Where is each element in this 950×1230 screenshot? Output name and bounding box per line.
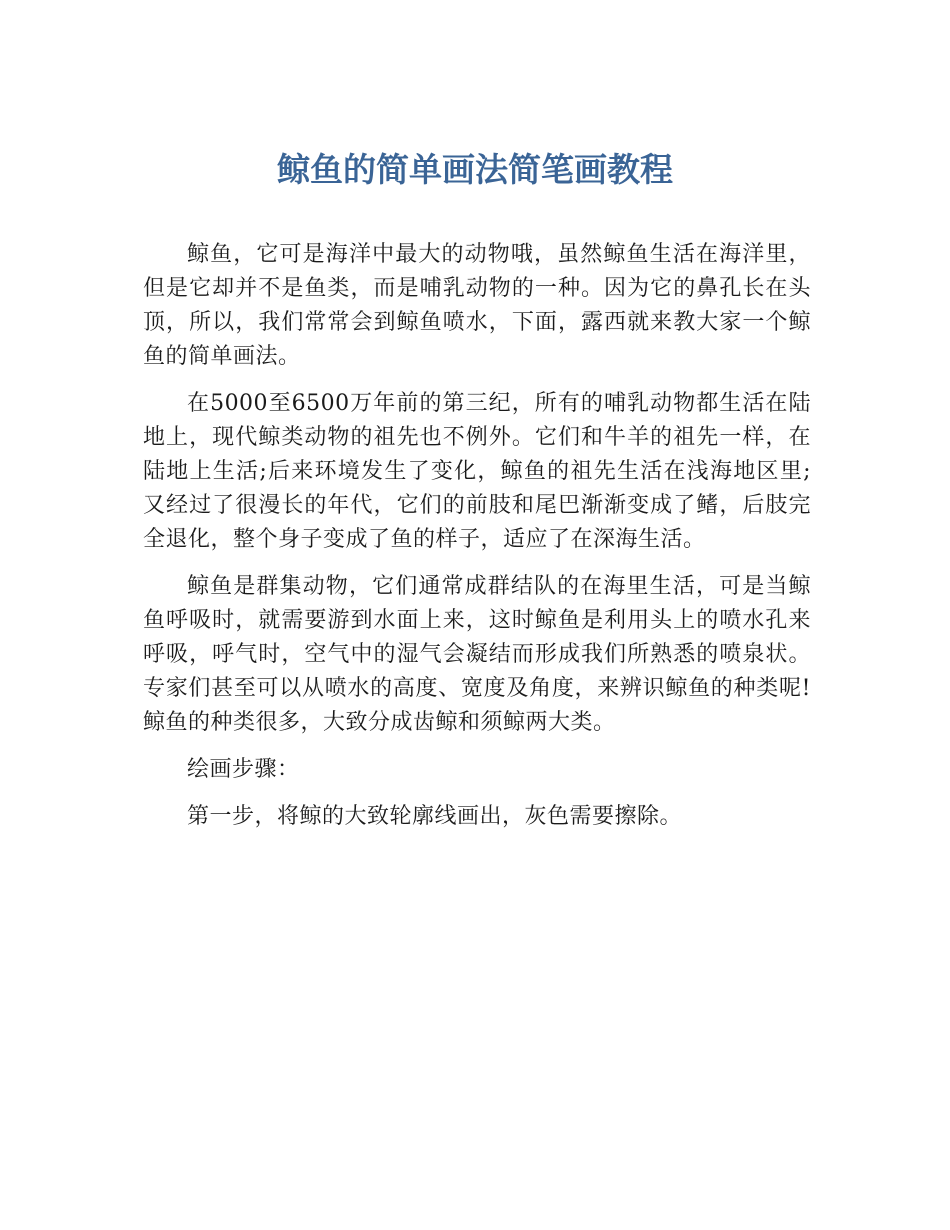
page-title: 鲸鱼的简单画法简笔画教程 (277, 150, 673, 189)
paragraph-step-one: 第一步，将鲸的大致轮廓线画出，灰色需要擦除。 (187, 804, 683, 829)
paragraph-intro: 鲸鱼，它可是海洋中最大的动物哦，虽然鲸鱼生活在海洋里，但是它却并不是鱼类，而是哺乳动物的一种。因为它的鼻孔长在头顶，所以，我们常常会到鲸鱼喷水，下面，露西就来教大家一个鲸鱼的简单画法。 (143, 242, 811, 369)
document-body (143, 238, 811, 847)
paragraph-steps-heading: 绘画步骤： (187, 757, 300, 782)
paragraph-history: 在5000至6500万年前的第三纪，所有的哺乳动物都生活在陆地上，现代鲸类动物的祖先也不例外。它们和牛羊的祖先一样，在陆地上生活;后来环境发生了变化，鲸鱼的祖先生活在浅海地区里;又经过了很漫长的年代，它们的前肢和尾巴渐渐变成了鳍，后肢完全退化，整个身子变成了鱼的样子，适应了在深海生活。 (143, 391, 811, 552)
paragraph-behavior: 鲸鱼是群集动物，它们通常成群结队的在海里生活，可是当鲸鱼呼吸时，就需要游到水面上来，这时鲸鱼是利用头上的喷水孔来呼吸，呼气时，空气中的湿气会凝结而形成我们所熟悉的喷泉状。专家们甚至可以从喷水的高度、宽度及角度，来辨识鲸鱼的种类呢!鲸鱼的种类很多，大致分成齿鲸和须鲸两大类。 (143, 574, 811, 735)
